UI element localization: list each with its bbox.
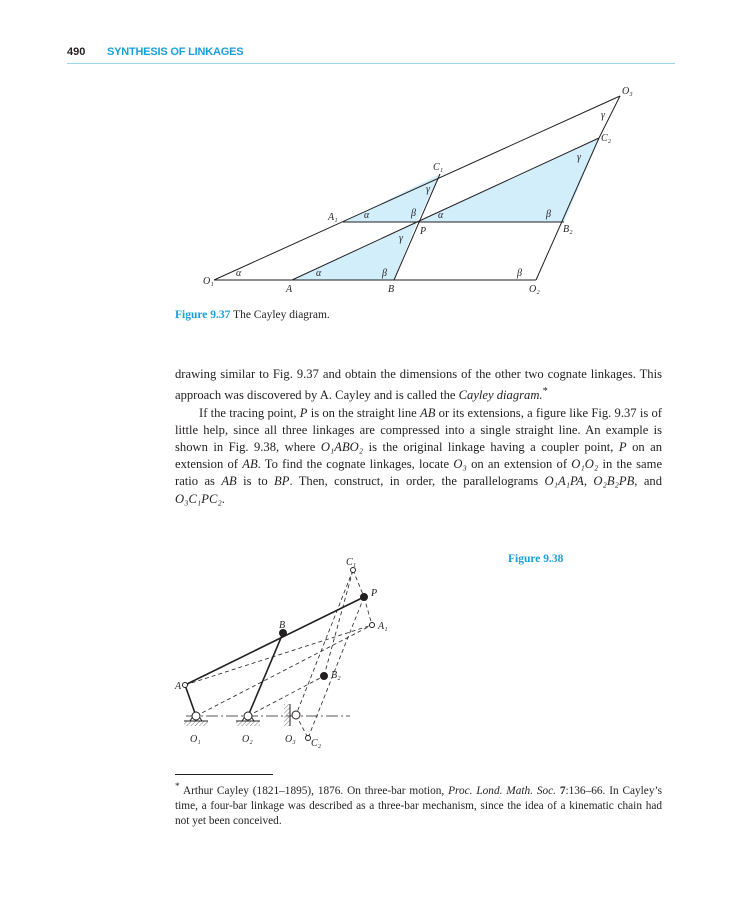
footnote-journal: Proc. Lond. Math. Soc. (448, 784, 556, 797)
dash-o1-a1 (196, 625, 372, 716)
p1-text: drawing similar to Fig. 9.37 and obtain the dimensions of the other two cognate linkages. This approach was discovered by A. Cayley and is called the (175, 367, 662, 403)
footnote-s1: Arthur Cayley (1821–1895), 1876. On three-bar motion, (182, 784, 445, 797)
figure-9-37-caption-text: The Cayley diagram. (233, 309, 330, 321)
p2-s6: . To find the cognate linkages, locate (257, 457, 450, 472)
footnote-mark: * (175, 782, 180, 792)
dash-c1-p (353, 570, 364, 597)
p1-emphasis: Cayley diagram. (458, 388, 543, 403)
label-p: P (420, 226, 427, 237)
p2-end: . (221, 491, 225, 506)
label-b2: B₂ (563, 224, 573, 235)
angle-beta-b2: β (546, 209, 551, 220)
angle-alpha-a: α (316, 268, 322, 279)
p2-par3: O₃C₁PC₂ (175, 491, 222, 506)
label-a1: A₁ (378, 621, 388, 632)
dash-b2-c1 (324, 570, 353, 676)
angle-gamma-c1: γ (426, 184, 430, 195)
pivot-o1 (184, 712, 208, 726)
p2-AB3: AB (221, 474, 237, 489)
footnote-rule (175, 774, 273, 775)
label-o1: O₁ (190, 734, 201, 745)
p2-comma1: , (583, 474, 587, 489)
crank-o1-a (185, 685, 196, 716)
p2-par1: O₁A₁PA (544, 474, 584, 489)
p2-and: , and (634, 474, 662, 489)
angle-beta-b: β (382, 268, 387, 279)
joints (183, 568, 378, 741)
p2-s10: . Then, construct, in order, the parallelograms (289, 474, 539, 489)
angle-beta-o2: β (517, 268, 522, 279)
label-o2: O₂ (529, 284, 540, 295)
p2-par2: O₂B₂PB (593, 474, 635, 489)
angle-alpha-o1: α (236, 268, 242, 279)
p2-s7: on an extension of (471, 457, 568, 472)
joint-b2 (321, 673, 328, 680)
p2-BP: BP (274, 474, 290, 489)
label-a: A (175, 681, 182, 692)
angle-gamma-c2: γ (577, 152, 581, 163)
label-b: B (279, 620, 286, 631)
footnote-s2: :136–66. In Cayley’s time, a four-bar linkage was described as a three-bar mechanism, since the idea of a kinematic chain had not yet been conceived. (175, 784, 663, 827)
dash-p-a1 (364, 597, 372, 625)
figure-9-37-label: Figure 9.37 (175, 309, 231, 321)
angle-alpha-p-right: α (438, 210, 444, 221)
joint-a1 (370, 623, 375, 628)
joint-c2 (306, 736, 311, 741)
p2-P: P (299, 405, 308, 420)
angle-gamma-o3: γ (601, 110, 605, 121)
p2-O1ABO2: O₁ABO₂ (320, 440, 364, 454)
running-head: SYNTHESIS OF LINKAGES (107, 46, 244, 58)
joint-p (361, 594, 368, 601)
dashed-cognate-lines (185, 570, 372, 738)
pivot-o2 (236, 712, 260, 726)
label-c1: C₁ (433, 162, 444, 173)
page-number: 490 (67, 46, 86, 58)
label-p: P (371, 588, 378, 599)
label-o2: O₂ (242, 734, 253, 745)
p2-s4: is the original linkage having a coupler point, (368, 440, 614, 454)
joint-c1 (351, 568, 356, 573)
label-a1: A₁ (328, 212, 338, 223)
label-b2: B₂ (331, 670, 341, 681)
figure-9-38-labels (174, 557, 388, 749)
label-o1: O₁ (203, 276, 214, 287)
angle-alpha-a1: α (364, 210, 370, 221)
footnote-text (175, 780, 662, 829)
p2-s9: is to (243, 474, 268, 489)
p2-s2: is on the straight line (310, 405, 417, 420)
p2-O3: O₃ (453, 457, 467, 472)
p2-AB: AB (420, 405, 436, 420)
p2-s8: in the same ratio as (175, 457, 663, 489)
figure-9-38-label: Figure 9.38 (508, 553, 564, 565)
pivot-o3 (284, 704, 300, 726)
p2-s3: or its extensions, a figure like Fig. 9.37 is of little help, since all three linkages are compressed into a single straight line. An example is shown in Fig. 9.38, where (175, 405, 662, 454)
angle-beta-p-left: β (411, 208, 416, 219)
label-o3: O₃ (622, 86, 633, 97)
angle-gamma-p: γ (399, 233, 403, 244)
p2-O1O2: O₁O₂ (571, 457, 599, 472)
label-b: B (388, 284, 395, 295)
label-c1: C₁ (346, 557, 357, 568)
joint-a (183, 683, 188, 688)
footnote-mark: * (542, 386, 548, 398)
footnote (175, 780, 662, 829)
dash-p-c2 (308, 597, 364, 738)
footnote-vol: 7 (559, 784, 566, 797)
p2-AB2: AB (242, 457, 258, 472)
p2-P2: P (618, 440, 627, 454)
label-o3: O₃ (285, 734, 296, 745)
label-c2: C₂ (311, 738, 322, 749)
p2-s5: on an extension of (175, 440, 662, 472)
label-c2: C₂ (601, 133, 612, 144)
dash-a-a1 (185, 625, 372, 685)
label-a: A (286, 284, 293, 295)
dash-c1-o3 (296, 570, 353, 715)
p2-s1: If the tracing point, (199, 405, 297, 420)
